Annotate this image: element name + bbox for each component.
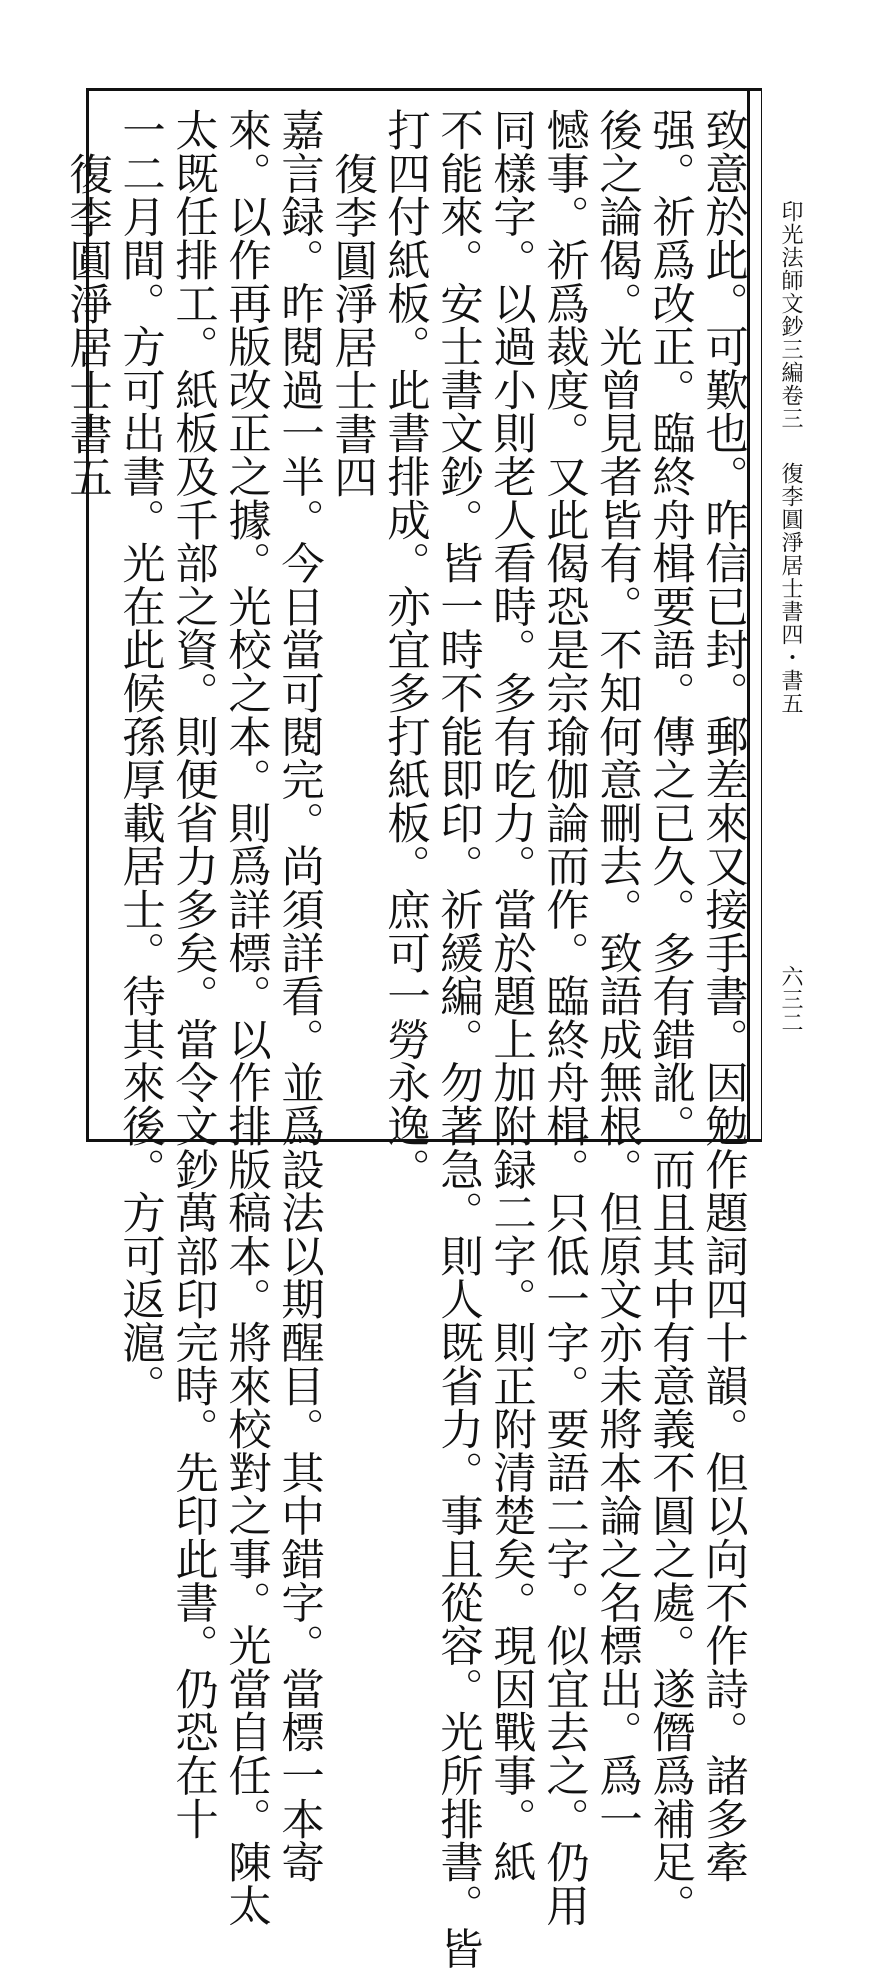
text-column-9: 嘉言録。昨閱過一半。今日當可閱完。尚須詳看。並爲設法以期醒目。其中錯字。當標一本寄 xyxy=(274,108,324,1884)
text-column-3: 後之論偈。光曾見者皆有。不知何意刪去。致語成無根。但原文亦未將本論之名標出。爲一 xyxy=(592,108,642,1840)
section-title: 復李圓淨居士書四・書五 xyxy=(778,462,803,715)
text-column-1: 致意於此。可歎也。昨信已封。郵差來又接手書。因勉作題詞四十韻。但以向不作詩。諸多牽 xyxy=(698,108,748,1884)
letter-title-4: 復李圓淨居士書四 xyxy=(327,152,377,499)
letter-title-5: 復李圓淨居士書五 xyxy=(62,152,112,499)
book-title: 印光法師文鈔三編卷三 xyxy=(778,200,803,430)
text-column-12: 一二月間。方可出書。光在此候孫厚載居士。待其來後。方可返滬。 xyxy=(115,108,165,1407)
page-number: 六三二 xyxy=(778,965,803,1034)
text-column-4: 憾事。祈爲裁度。又此偈恐是宗瑜伽論而作。臨終舟楫。只低一字。要語二字。似宜去之。仍用 xyxy=(539,108,589,1927)
text-column-6: 不能來。安士書文鈔。皆一時不能即印。祈緩編。勿著急。則人既省力。事且從容。光所排書。皆 xyxy=(433,108,483,1970)
text-column-7: 打四付紙板。此書排成。亦宜多打紙板。庶可一勞永逸。 xyxy=(380,108,430,1191)
text-column-10: 來。以作再版改正之據。光校之本。則爲詳標。以作排版稿本。將來校對之事。光當自任。陳太 xyxy=(221,108,271,1927)
text-column-5: 同樣字。以過小則老人看時。多有吃力。當於題上加附録二字。則正附清楚矣。現因戰事。紙 xyxy=(486,108,536,1884)
text-column-2: 强。祈爲改正。臨終舟楫要語。傳之已久。多有錯訛。而且其中有意義不圓之處。遂僭爲補足。 xyxy=(645,108,695,1927)
text-column-11: 太既任排工。紙板及千部之資。則便省力多矣。當令文鈔萬部印完時。先印此書。仍恐在十 xyxy=(168,108,218,1840)
